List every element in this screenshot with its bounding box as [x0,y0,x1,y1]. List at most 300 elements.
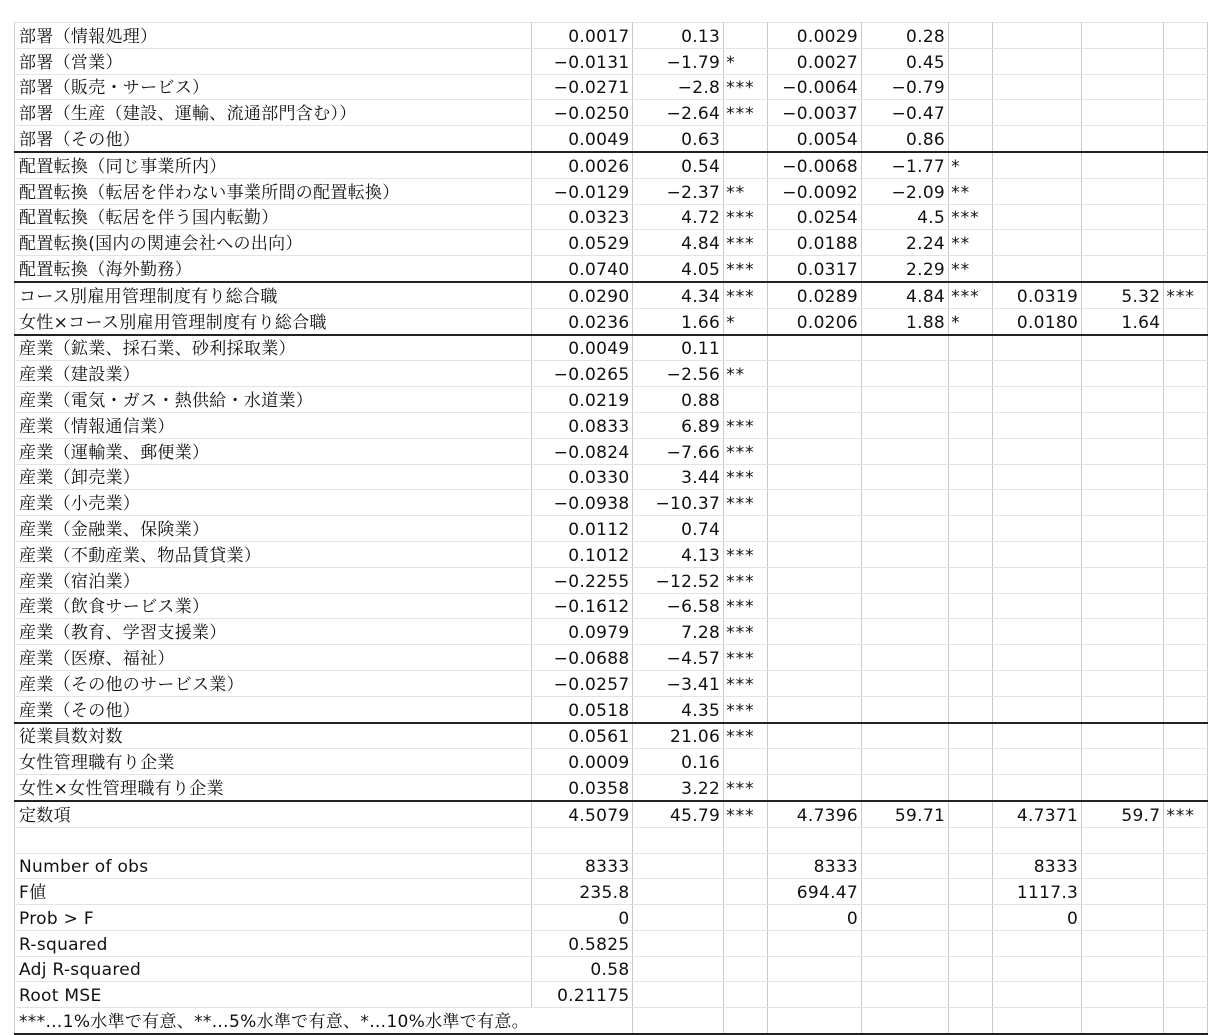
sig-model3 [1164,696,1208,722]
sig-model1: *** [724,801,768,827]
empty-cell [862,1008,949,1034]
table-row [15,308,1208,334]
tstat-model3 [1082,541,1164,567]
empty-cell [862,827,949,853]
coef-model1: −0.0271 [532,74,633,100]
coef-model2 [767,541,861,567]
coef-model2: −0.0037 [767,100,861,126]
coef-model2 [767,670,861,696]
sig-model1: *** [724,619,768,645]
empty-cell [724,982,768,1008]
sig-model3 [1164,775,1208,801]
tstat-model2 [862,490,949,516]
tstat-model1: −3.41 [633,670,724,696]
variable-label: 部署（営業） [15,48,532,74]
tstat-model2 [862,412,949,438]
coef-model1: 0.0236 [532,308,633,334]
coef-model3 [992,412,1082,438]
stat-label: R-squared [15,930,532,956]
empty-cell [724,1008,768,1034]
footnote: ***…1%水準で有意、**…5%水準で有意、*…10%水準で有意。 [15,1008,532,1034]
tstat-model3 [1082,230,1164,256]
sig-model3 [1164,670,1208,696]
tstat-model2: 1.88 [862,308,949,334]
tstat-model2 [862,361,949,387]
coef-model1: 0.0049 [532,335,633,361]
coef-model2 [767,516,861,542]
coef-model3 [992,541,1082,567]
variable-label: 産業（不動産業、物品賃貸業） [15,541,532,567]
sig-model1: * [724,308,768,334]
empty-cell [949,982,993,1008]
variable-label: 部署（販売・サービス） [15,74,532,100]
tstat-model1: 1.66 [633,308,724,334]
table-body [15,23,1208,1035]
sig-model2 [949,74,993,100]
tstat-model1: −4.57 [633,645,724,671]
tstat-model1: −2.56 [633,361,724,387]
coef-model3 [992,126,1082,152]
coef-model2 [767,775,861,801]
sig-model2: ** [949,230,993,256]
coef-model1: 0.0323 [532,204,633,230]
sig-model2 [949,100,993,126]
empty-cell [1082,827,1164,853]
table-row [15,801,1208,827]
sig-model1 [724,126,768,152]
coef-model2 [767,645,861,671]
coef-model1: −0.2255 [532,567,633,593]
table-row [15,438,1208,464]
empty-cell [1164,905,1208,931]
tstat-model1: −6.58 [633,593,724,619]
sig-model2 [949,801,993,827]
tstat-model2: 59.71 [862,801,949,827]
table-row [15,361,1208,387]
tstat-model1: 4.72 [633,204,724,230]
tstat-model3 [1082,256,1164,282]
tstat-model1: −2.37 [633,178,724,204]
tstat-model3 [1082,464,1164,490]
sig-model1: *** [724,230,768,256]
coef-model2: 0.0317 [767,256,861,282]
variable-label: 産業（医療、福祉） [15,645,532,671]
sig-model3: *** [1164,801,1208,827]
empty-cell [1082,905,1164,931]
sig-model1: *** [724,490,768,516]
variable-label: 配置転換（同じ事業所内） [15,152,532,178]
stat-label: Prob > F [15,905,532,931]
sig-model2 [949,670,993,696]
sig-model2 [949,723,993,749]
table-row [15,696,1208,722]
sig-model3 [1164,126,1208,152]
tstat-model3 [1082,567,1164,593]
tstat-model3 [1082,412,1164,438]
sig-model1 [724,152,768,178]
sig-model3 [1164,516,1208,542]
sig-model2 [949,126,993,152]
variable-label: 産業（小売業） [15,490,532,516]
tstat-model2: 0.28 [862,23,949,49]
coef-model2: 0.0027 [767,48,861,74]
tstat-model3 [1082,178,1164,204]
empty-cell [1164,930,1208,956]
tstat-model2: −0.79 [862,74,949,100]
coef-model1: 0.0561 [532,723,633,749]
sig-model2 [949,696,993,722]
variable-label: 産業（建設業） [15,361,532,387]
sig-model2 [949,361,993,387]
stat-label: F値 [15,879,532,905]
sig-model3 [1164,361,1208,387]
variable-label: 産業（飲食サービス業） [15,593,532,619]
coef-model3 [992,230,1082,256]
sig-model1: *** [724,645,768,671]
tstat-model3 [1082,749,1164,775]
empty-cell [633,853,724,879]
empty-cell [633,982,724,1008]
sig-model1: *** [724,670,768,696]
tstat-model2 [862,593,949,619]
sig-model2 [949,645,993,671]
empty-cell [15,827,532,853]
empty-cell [724,827,768,853]
tstat-model1: −10.37 [633,490,724,516]
sig-model3 [1164,619,1208,645]
stat-label: Number of obs [15,853,532,879]
sig-model2 [949,490,993,516]
sig-model2 [949,516,993,542]
empty-cell [992,1008,1082,1034]
tstat-model1: 7.28 [633,619,724,645]
sig-model3 [1164,541,1208,567]
empty-cell [532,1008,633,1034]
tstat-model3 [1082,361,1164,387]
variable-label: 女性管理職有り企業 [15,749,532,775]
tstat-model2 [862,723,949,749]
coef-model3 [992,696,1082,722]
tstat-model3 [1082,48,1164,74]
tstat-model1: −2.8 [633,74,724,100]
sig-model3 [1164,567,1208,593]
coef-model1: 0.0330 [532,464,633,490]
coef-model2 [767,723,861,749]
stat-model3 [992,956,1082,982]
sig-model1: * [724,48,768,74]
tstat-model1: 0.16 [633,749,724,775]
stat-model2: 694.47 [767,879,861,905]
empty-cell [1164,879,1208,905]
sig-model1: *** [724,256,768,282]
sig-model2: *** [949,282,993,308]
stats-row [15,930,1208,956]
sig-model3 [1164,593,1208,619]
table-row [15,204,1208,230]
tstat-model3 [1082,23,1164,49]
coef-model3 [992,723,1082,749]
sig-model1: *** [724,567,768,593]
tstat-model2: −0.47 [862,100,949,126]
tstat-model2 [862,645,949,671]
tstat-model3 [1082,645,1164,671]
coef-model2: 0.0029 [767,23,861,49]
coef-model2 [767,696,861,722]
stat-model1: 8333 [532,853,633,879]
stat-model2: 8333 [767,853,861,879]
empty-cell [949,956,993,982]
sig-model3 [1164,387,1208,413]
coef-model1: 0.0358 [532,775,633,801]
sig-model3 [1164,23,1208,49]
tstat-model2: 4.84 [862,282,949,308]
tstat-model1: 4.84 [633,230,724,256]
sig-model2 [949,23,993,49]
tstat-model2 [862,541,949,567]
tstat-model1: 45.79 [633,801,724,827]
coef-model2: −0.0068 [767,152,861,178]
tstat-model3 [1082,387,1164,413]
coef-model1: −0.0824 [532,438,633,464]
coef-model1: −0.0265 [532,361,633,387]
table-row [15,126,1208,152]
coef-model3 [992,516,1082,542]
variable-label: 産業（運輸業、郵便業） [15,438,532,464]
tstat-model3 [1082,152,1164,178]
coef-model2 [767,412,861,438]
variable-label: 産業（その他） [15,696,532,722]
coef-model1: −0.0131 [532,48,633,74]
sig-model3: *** [1164,282,1208,308]
table-row [15,516,1208,542]
sig-model3 [1164,204,1208,230]
tstat-model2 [862,696,949,722]
footnote-row [15,1008,1208,1034]
coef-model3: 0.0180 [992,308,1082,334]
coef-model1: 0.0017 [532,23,633,49]
variable-label: 配置転換（海外勤務） [15,256,532,282]
coef-model1: −0.1612 [532,593,633,619]
empty-cell [633,905,724,931]
sig-model3 [1164,230,1208,256]
variable-label: コース別雇用管理制度有り総合職 [15,282,532,308]
empty-cell [862,982,949,1008]
coef-model2: 0.0289 [767,282,861,308]
tstat-model1: −12.52 [633,567,724,593]
sig-model2 [949,775,993,801]
sig-model3 [1164,74,1208,100]
tstat-model3: 59.7 [1082,801,1164,827]
sig-model1 [724,516,768,542]
tstat-model1: 0.54 [633,152,724,178]
stat-model2 [767,982,861,1008]
empty-cell [1082,1008,1164,1034]
coef-model3 [992,74,1082,100]
coef-model3 [992,438,1082,464]
table-row [15,490,1208,516]
sig-model1: ** [724,361,768,387]
coef-model2: 0.0254 [767,204,861,230]
empty-cell [633,879,724,905]
table-row [15,723,1208,749]
table-row [15,670,1208,696]
tstat-model3 [1082,775,1164,801]
tstat-model2: 2.24 [862,230,949,256]
coef-model1: −0.0250 [532,100,633,126]
coef-model3 [992,670,1082,696]
coef-model3 [992,48,1082,74]
sig-model1: *** [724,100,768,126]
empty-cell [949,853,993,879]
sig-model3 [1164,152,1208,178]
coef-model1: −0.0688 [532,645,633,671]
sig-model1 [724,23,768,49]
variable-label: 女性×女性管理職有り企業 [15,775,532,801]
tstat-model3 [1082,670,1164,696]
coef-model1: 0.0049 [532,126,633,152]
table-row [15,775,1208,801]
table-row [15,412,1208,438]
table-row [15,593,1208,619]
tstat-model2: 0.86 [862,126,949,152]
variable-label: 部署（その他） [15,126,532,152]
sig-model3 [1164,464,1208,490]
coef-model1: 0.1012 [532,541,633,567]
sig-model3 [1164,335,1208,361]
table-row [15,619,1208,645]
empty-cell [862,905,949,931]
stat-model2: 0 [767,905,861,931]
tstat-model2: 2.29 [862,256,949,282]
empty-cell [767,1008,861,1034]
coef-model3 [992,490,1082,516]
coef-model3 [992,567,1082,593]
table-row [15,100,1208,126]
tstat-model1: 0.11 [633,335,724,361]
table-row [15,230,1208,256]
stat-model2 [767,956,861,982]
tstat-model1: 0.63 [633,126,724,152]
coef-model3 [992,775,1082,801]
tstat-model2 [862,438,949,464]
sig-model2: ** [949,256,993,282]
tstat-model1: −1.79 [633,48,724,74]
stat-label: Root MSE [15,982,532,1008]
tstat-model3 [1082,516,1164,542]
variable-label: 産業（鉱業、採石業、砂利採取業） [15,335,532,361]
empty-cell [1082,930,1164,956]
sig-model1: *** [724,541,768,567]
coef-model3 [992,178,1082,204]
tstat-model3 [1082,100,1164,126]
sig-model1: *** [724,593,768,619]
coef-model2: 0.0054 [767,126,861,152]
empty-cell [724,930,768,956]
tstat-model3 [1082,593,1164,619]
tstat-model2: −2.09 [862,178,949,204]
stat-model3: 0 [992,905,1082,931]
tstat-model1: 6.89 [633,412,724,438]
stats-row [15,956,1208,982]
table-row [15,48,1208,74]
empty-cell [1082,956,1164,982]
coef-model1: 0.0112 [532,516,633,542]
coef-model3 [992,593,1082,619]
sig-model2: *** [949,204,993,230]
stat-model3: 8333 [992,853,1082,879]
sig-model3 [1164,412,1208,438]
tstat-model3 [1082,204,1164,230]
variable-label: 産業（教育、学習支援業） [15,619,532,645]
coef-model3 [992,23,1082,49]
regression-table-container [14,22,1208,1035]
sig-model2 [949,412,993,438]
sig-model2 [949,567,993,593]
sig-model2 [949,387,993,413]
sig-model1: *** [724,282,768,308]
stats-row [15,905,1208,931]
table-row [15,256,1208,282]
table-row [15,464,1208,490]
tstat-model2 [862,567,949,593]
empty-cell [992,827,1082,853]
sig-model1: *** [724,723,768,749]
blank-row [15,827,1208,853]
tstat-model3 [1082,619,1164,645]
coef-model3 [992,100,1082,126]
stat-model3 [992,982,1082,1008]
sig-model1: *** [724,204,768,230]
empty-cell [949,930,993,956]
variable-label: 女性×コース別雇用管理制度有り総合職 [15,308,532,334]
tstat-model2 [862,670,949,696]
coef-model2 [767,387,861,413]
coef-model3 [992,464,1082,490]
empty-cell [532,827,633,853]
coef-model1: 0.0026 [532,152,633,178]
coef-model2 [767,490,861,516]
sig-model3 [1164,723,1208,749]
sig-model3 [1164,490,1208,516]
empty-cell [1164,1008,1208,1034]
coef-model2 [767,619,861,645]
coef-model3: 0.0319 [992,282,1082,308]
sig-model3 [1164,100,1208,126]
empty-cell [949,905,993,931]
empty-cell [949,827,993,853]
tstat-model1: 0.74 [633,516,724,542]
tstat-model3: 1.64 [1082,308,1164,334]
variable-label: 配置転換(国内の関連会社への出向） [15,230,532,256]
coef-model2 [767,567,861,593]
empty-cell [724,905,768,931]
coef-model1: −0.0257 [532,670,633,696]
variable-label: 配置転換（転居を伴う国内転勤） [15,204,532,230]
stat-label: Adj R-squared [15,956,532,982]
coef-model1: 0.0979 [532,619,633,645]
tstat-model2: 4.5 [862,204,949,230]
empty-cell [1164,956,1208,982]
variable-label: 産業（金融業、保険業） [15,516,532,542]
sig-model2 [949,464,993,490]
stats-row [15,853,1208,879]
table-row [15,567,1208,593]
tstat-model2: −1.77 [862,152,949,178]
sig-model1: *** [724,438,768,464]
empty-cell [949,879,993,905]
table-row [15,335,1208,361]
sig-model1: *** [724,464,768,490]
